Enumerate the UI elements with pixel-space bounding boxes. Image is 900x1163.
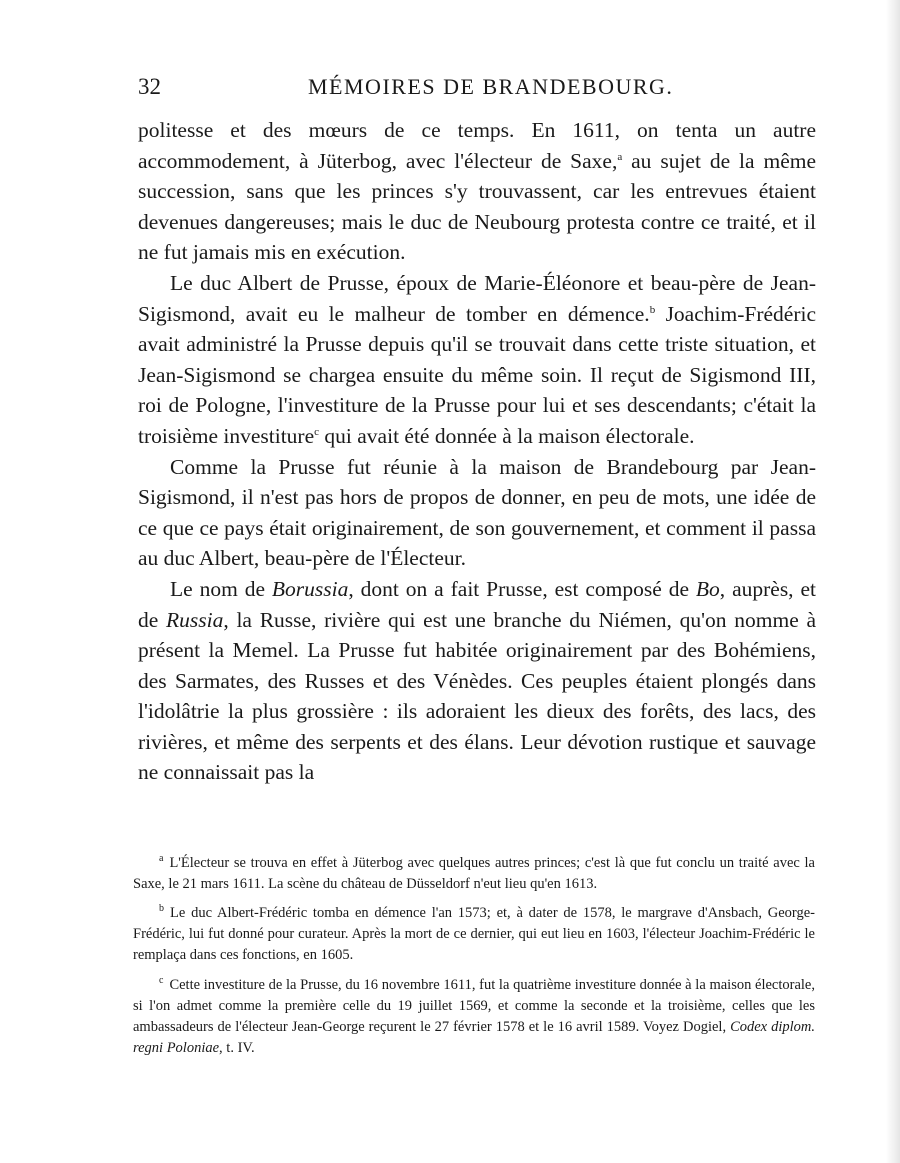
page-number: 32	[138, 74, 161, 99]
footnote-b-mark: b	[159, 903, 164, 915]
footnote-c-end: , t. IV.	[219, 1040, 255, 1057]
footnote-c-text: Cette investiture de la Prusse, du 16 novembre 1611, fut la quatrième investiture donnée à la maison électorale, si l'on admet comme la première celle du 19 juillet 1569, et comme la seconde et la troisième, celles que les ambassadeurs de l'électeur Jean-George reçurent le 27 février 1578 et le 16 avril 1589. Voyez Dogiel,	[133, 976, 815, 1035]
footnote-ref-c[interactable]: c	[314, 425, 320, 438]
paragraph-1-rest: au sujet de la même succession, sans que les princes s'y trouvassent, car les entrevues étaient devenues dangereuses; mais le duc de Neubourg protesta contre ce traité, et il ne fut jamais mis en exécution.	[138, 148, 816, 265]
footnote-c-title: Codex diplom. regni Poloniae	[133, 1018, 815, 1057]
paragraph-4-text-b: , dont on a fait Prusse, est composé de	[348, 576, 696, 601]
running-title: MÉMOIRES DE BRANDEBOURG.	[308, 74, 674, 99]
footnote-a-text: L'Électeur se trouva en effet à Jüterbog avec quelques autres princes; c'est là que fut conclu un traité avec la Saxe, le 21 mars 1611. La scène du château de Düsseldorf n'eut lieu qu'en 1613.	[133, 854, 815, 893]
paragraph-4-text-d: , la Russe, rivière qui est une branche du Niémen, qu'on nomme à présent la Memel. La Prusse fut habitée originairement par des Bohémiens, des Sarmates, des Russes et des Vénèdes. Ces peuples étaient plongés dans l'idolâtrie la plus grossière : ils adoraient les dieux des forêts, des lacs, des rivières, et même des serpents et des élans. Leur dévotion rustique et sauvage ne connaissait pas la	[138, 607, 816, 785]
paragraph-4-text-a: Le nom de	[170, 576, 272, 601]
paragraph-3: Comme la Prusse fut réunie à la maison de Brandebourg par Jean-Sigismond, il n'est pas hors de propos de donner, en peu de mots, une idée de ce que ce pays était originairement, de son gouvernement, et comment il passa au duc Albert, beau-père de l'Électeur.	[138, 454, 816, 571]
paragraph-1	[138, 115, 816, 268]
running-head	[138, 74, 816, 104]
term-bo: Bo	[695, 576, 720, 601]
paragraph-2-text-b: Joachim-Frédéric avait administré la Prusse depuis qu'il se trouvait dans cette triste situation, et Jean-Sigismond se chargea ensuite du même soin. Il reçut de Sigismond III, roi de Pologne, l'investiture de la Prusse pour lui et ses descendants; c'était la troisième investiture	[138, 301, 817, 448]
paragraph-4-text-c: , auprès, et de	[138, 576, 816, 632]
footnote-ref-a[interactable]: a	[617, 150, 623, 163]
paragraph-1-text: politesse et des mœurs de ce temps. En 1611, on tenta un autre accommodement, à Jüterbog, avec l'électeur de Saxe,	[138, 118, 816, 173]
footnote-b	[133, 898, 815, 966]
footnote-c-mark: c	[159, 974, 164, 986]
footnote-a	[133, 848, 815, 895]
footnotes	[133, 848, 815, 1062]
term-borussia: Borussia	[271, 576, 349, 601]
paragraph-2-text-c: qui avait été donnée à la maison électorale.	[319, 423, 695, 448]
paragraph-4	[138, 574, 816, 788]
paragraph-2-text-a: Le duc Albert de Prusse, époux de Marie-Éléonore et beau-père de Jean-Sigismond, avait eu le malheur de tomber en démence.	[138, 270, 816, 326]
footnote-ref-b[interactable]: b	[649, 303, 656, 316]
page-edge-shadow	[886, 0, 900, 1163]
footnote-c	[133, 970, 815, 1060]
footnote-b-text: Le duc Albert-Frédéric tomba en démence l'an 1573; et, à dater de 1578, le margrave d'Ansbach, George-Frédéric, lui fut donné pour curateur. Après la mort de ce dernier, qui eut lieu en 1603, l'électeur Joachim-Frédéric le remplaça dans ces fonctions, en 1605.	[133, 905, 815, 964]
term-russia: Russia	[166, 607, 224, 632]
footnote-a-mark: a	[159, 853, 164, 864]
paragraph-2	[138, 268, 816, 452]
body-text	[138, 115, 816, 788]
